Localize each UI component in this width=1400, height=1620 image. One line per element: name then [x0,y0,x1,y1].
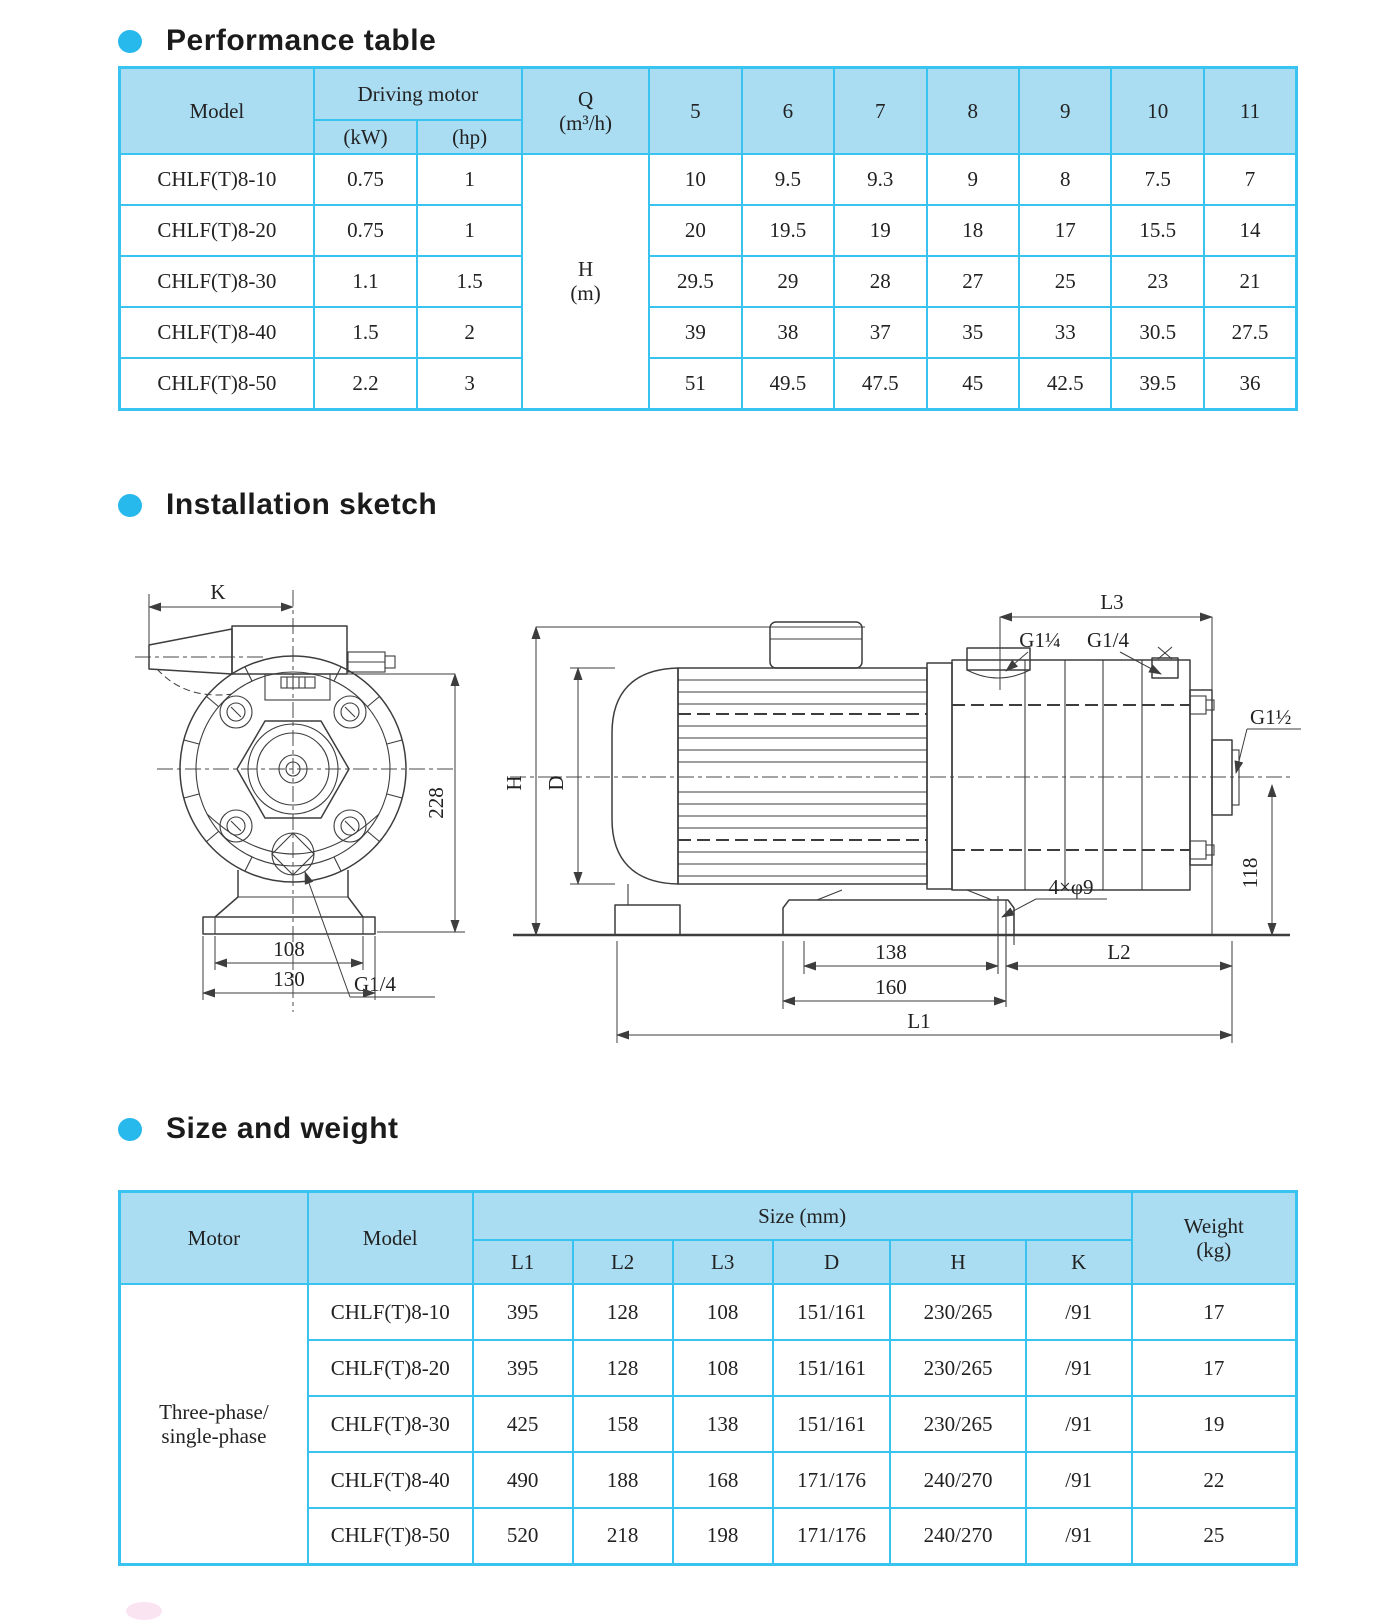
motor-type-line1: Three-phase/ [159,1399,269,1424]
bullet-icon [118,30,142,53]
cell: 3 [417,358,522,409]
h-m-cell [522,154,649,409]
col-header-q [522,68,649,155]
cell: 42.5 [1019,358,1111,409]
model-cell: CHLF(T)8-10 [120,154,314,205]
model-cell: CHLF(T)8-30 [308,1396,473,1452]
table-row [120,256,1297,307]
cell: 490 [473,1452,573,1508]
next-section-bullet-partial [126,1602,162,1620]
cell: 0.75 [314,154,418,205]
cell: 29.5 [649,256,741,307]
col-header-l1: L1 [473,1240,573,1284]
cell: 108 [673,1340,773,1396]
col-header-h: H [890,1240,1025,1284]
cell: 395 [473,1284,573,1340]
dim-label-g14: G1/4 [354,972,396,996]
col-header-d: D [773,1240,891,1284]
cell: 1.5 [417,256,522,307]
cell: 1.5 [314,307,418,358]
performance-table-body [120,154,1297,409]
dim-label-holes: 4×φ9 [1048,875,1094,899]
col-header-size-mm: Size (mm) [473,1192,1132,1241]
side-motor [612,622,952,889]
cell: 2 [417,307,522,358]
cell: 51 [649,358,741,409]
h-label: H [577,257,594,282]
col-header-l3: L3 [673,1240,773,1284]
col-header-l2: L2 [573,1240,673,1284]
cell: 171/176 [773,1452,891,1508]
cell: 39.5 [1111,358,1203,409]
table-header-row [120,68,1297,121]
cell: 27 [927,256,1019,307]
col-header-flow-7: 7 [834,68,926,155]
model-cell: CHLF(T)8-40 [120,307,314,358]
cell: 240/270 [890,1452,1025,1508]
cell: 0.75 [314,205,418,256]
dim-label-g14: G1/4 [1087,628,1129,652]
weight-cell: 22 [1132,1452,1297,1508]
table-header-row [120,1192,1297,1241]
motor-type-cell [120,1284,308,1564]
cell: 9.5 [742,154,834,205]
cell: 19 [834,205,926,256]
weight-cell: 17 [1132,1340,1297,1396]
model-cell: CHLF(T)8-20 [120,205,314,256]
weight-cell: 19 [1132,1396,1297,1452]
cell: 28 [834,256,926,307]
installation-title: Installation sketch [166,488,438,521]
cell: 29 [742,256,834,307]
col-header-flow-10: 10 [1111,68,1203,155]
col-header-motor: Motor [120,1192,308,1285]
cell: 171/176 [773,1508,891,1564]
dim-label-g1-half: G1½ [1250,705,1292,729]
dim-label-g1-quarter: G1¼ [1019,628,1061,652]
cell: 37 [834,307,926,358]
size-weight-table [118,1190,1298,1566]
cell: 25 [1019,256,1111,307]
cell: 240/270 [890,1508,1025,1564]
col-header-flow-9: 9 [1019,68,1111,155]
cell: 36 [1204,358,1297,409]
cell: 198 [673,1508,773,1564]
dim-label-138: 138 [875,940,907,964]
cell: 15.5 [1111,205,1203,256]
cell: 8 [1019,154,1111,205]
side-view-drawing [495,555,1305,1090]
bullet-icon [118,494,142,517]
table-row [120,307,1297,358]
dim-label-228: 228 [424,787,448,819]
cell: 30.5 [1111,307,1203,358]
cell: 27.5 [1204,307,1297,358]
cell: /91 [1026,1508,1132,1564]
cell: 39 [649,307,741,358]
cell: 20 [649,205,741,256]
model-cell: CHLF(T)8-40 [308,1452,473,1508]
performance-title: Performance table [166,24,437,57]
q-label: Q [577,86,594,111]
cell: 47.5 [834,358,926,409]
cell: 1.1 [314,256,418,307]
cell: 9 [927,154,1019,205]
dim-label-k: K [210,580,226,604]
col-header-driving-motor: Driving motor [314,68,522,121]
cell: 138 [673,1396,773,1452]
performance-table-head [120,68,1297,155]
cell: 18 [927,205,1019,256]
front-view-drawing [105,562,535,1042]
table-row [120,358,1297,409]
cell: 10 [649,154,741,205]
cell: 2.2 [314,358,418,409]
cell: /91 [1026,1452,1132,1508]
cell: 38 [742,307,834,358]
col-header-k: K [1026,1240,1132,1284]
cell: 128 [573,1284,673,1340]
col-header-flow-8: 8 [927,68,1019,155]
cell: 33 [1019,307,1111,358]
dim-label-d: D [544,775,568,791]
q-unit: (m³/h) [559,111,613,135]
performance-table [118,66,1298,411]
cell: 7.5 [1111,154,1203,205]
size-weight-table-head [120,1192,1297,1285]
cell: 151/161 [773,1284,891,1340]
model-cell: CHLF(T)8-50 [308,1508,473,1564]
table-row [120,154,1297,205]
cell: /91 [1026,1396,1132,1452]
model-cell: CHLF(T)8-20 [308,1340,473,1396]
size-weight-table-body [120,1284,1297,1564]
col-header-model: Model [308,1192,473,1285]
cell: 425 [473,1396,573,1452]
cell: 520 [473,1508,573,1564]
dim-label-l1: L1 [907,1009,931,1033]
dim-label-160: 160 [875,975,907,999]
cell: /91 [1026,1284,1132,1340]
weight-label: Weight [1183,1213,1244,1238]
weight-unit: (kg) [1196,1238,1232,1262]
cell: /91 [1026,1340,1132,1396]
h-unit: (m) [570,281,601,306]
front-dimensions [149,580,465,1000]
col-header-kw: (kW) [314,120,418,154]
size-weight-title: Size and weight [166,1112,399,1145]
col-header-hp: (hp) [417,120,522,154]
cell: 9.3 [834,154,926,205]
dim-label-h: H [502,775,526,791]
dim-label-l3: L3 [1100,590,1124,614]
cell: 230/265 [890,1284,1025,1340]
cell: 21 [1204,256,1297,307]
cell: 1 [417,154,522,205]
cell: 230/265 [890,1396,1025,1452]
col-header-model: Model [120,68,314,155]
col-header-flow-11: 11 [1204,68,1297,155]
cell: 7 [1204,154,1297,205]
cell: 151/161 [773,1396,891,1452]
front-pedestal [203,870,375,934]
cell: 17 [1019,205,1111,256]
front-top-structure [149,626,455,700]
weight-cell: 25 [1132,1508,1297,1564]
size-weight-section-header [118,1112,399,1146]
dim-label-l2: L2 [1107,940,1131,964]
cell: 395 [473,1340,573,1396]
side-pump-stack [952,647,1239,890]
table-row [120,1284,1297,1340]
cell: 49.5 [742,358,834,409]
model-cell: CHLF(T)8-30 [120,256,314,307]
bullet-icon [118,1118,142,1141]
dim-label-130: 130 [273,967,305,991]
weight-cell: 17 [1132,1284,1297,1340]
cell: 45 [927,358,1019,409]
motor-type-line2: single-phase [161,1423,267,1448]
cell: 35 [927,307,1019,358]
installation-section-header [118,488,437,522]
cell: 218 [573,1508,673,1564]
cell: 14 [1204,205,1297,256]
cell: 168 [673,1452,773,1508]
model-cell: CHLF(T)8-50 [120,358,314,409]
cell: 23 [1111,256,1203,307]
model-cell: CHLF(T)8-10 [308,1284,473,1340]
table-row [120,205,1297,256]
dim-label-118: 118 [1238,857,1262,889]
cell: 1 [417,205,522,256]
cell: 108 [673,1284,773,1340]
col-header-flow-5: 5 [649,68,741,155]
cell: 158 [573,1396,673,1452]
cell: 128 [573,1340,673,1396]
col-header-weight [1132,1192,1297,1285]
cell: 230/265 [890,1340,1025,1396]
cell: 151/161 [773,1340,891,1396]
col-header-flow-6: 6 [742,68,834,155]
cell: 188 [573,1452,673,1508]
performance-section-header [118,24,436,58]
dim-label-108: 108 [273,937,305,961]
cell: 19.5 [742,205,834,256]
